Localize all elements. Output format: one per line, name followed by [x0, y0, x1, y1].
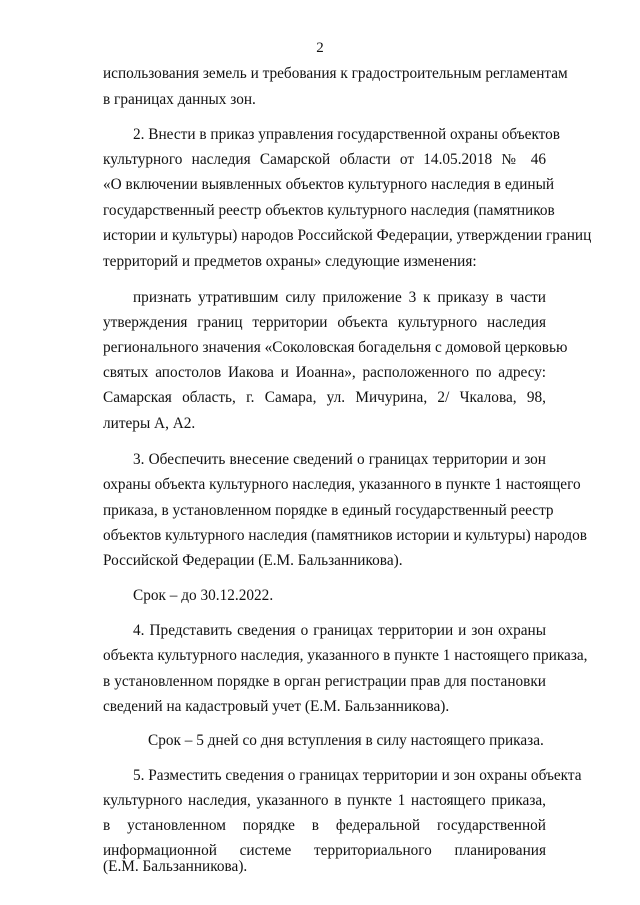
text-line: информационной системе территориального планирования — [103, 842, 546, 859]
text-line: объектов культурного наследия (памятников истории и культуры) народов — [103, 527, 588, 544]
text-line: объекта культурного наследия, указанного в пункте 1 настоящего приказа, — [103, 647, 588, 664]
text-line: 5. Разместить сведения о границах территории и зон охраны объекта — [133, 767, 582, 784]
text-line: Российской Федерации (Е.М. Бальзанникова). — [103, 552, 403, 569]
text-line: регионального значения «Соколовская богадельня с домовой церковью — [103, 339, 568, 356]
text-line: 2. Внести в приказ управления государственной охраны объектов — [133, 126, 561, 143]
text-line: 4. Представить сведения о границах территории и зон охраны — [133, 622, 546, 639]
text-line: культурного наследия, указанного в пункте 1 настоящего приказа, — [103, 792, 546, 809]
text-line: территорий и предметов охраны» следующие изменения: — [103, 253, 477, 270]
text-line: сведений на кадастровый учет (Е.М. Бальзанникова). — [103, 698, 450, 715]
text-line: истории и культуры) народов Российской Федерации, утверждении границ — [103, 227, 592, 244]
page-number: 2 — [316, 40, 324, 56]
text-line: «О включении выявленных объектов культурного наследия в единый — [103, 176, 555, 193]
text-line: в установленном порядке в орган регистрации прав для постановки — [103, 673, 546, 690]
text-line: в установленном порядке в федеральной государственной — [103, 817, 546, 834]
text-line: признать утратившим силу приложение 3 к приказу в части — [133, 289, 546, 306]
text-line: Самарская область, г. Самара, ул. Мичурина, 2/ Чкалова, 98, — [103, 389, 546, 406]
text-line: утверждения границ территории объекта культурного наследия — [103, 314, 546, 331]
text-line: литеры А, А2. — [103, 415, 196, 432]
text-line: святых апостолов Иакова и Иоанна», расположенного по адресу: — [103, 364, 546, 381]
text-line: использования земель и требования к градостроительным регламентам — [103, 65, 568, 82]
text-line: Срок – до 30.12.2022. — [133, 587, 274, 604]
text-line: культурного наследия Самарской области от 14.05.2018 № 46 — [103, 151, 546, 168]
text-line: (Е.М. Бальзанникова). — [103, 858, 248, 875]
text-line: в границах данных зон. — [103, 91, 256, 108]
text-line: приказа, в установленном порядке в единый государственный реестр — [103, 502, 554, 519]
text-line: 3. Обеспечить внесение сведений о границах территории и зон — [133, 451, 546, 468]
text-line: Срок – 5 дней со дня вступления в силу настоящего приказа. — [148, 732, 544, 749]
text-line: охраны объекта культурного наследия, указанного в пункте 1 настоящего — [103, 476, 581, 493]
text-line: государственный реестр объектов культурного наследия (памятников — [103, 202, 555, 219]
